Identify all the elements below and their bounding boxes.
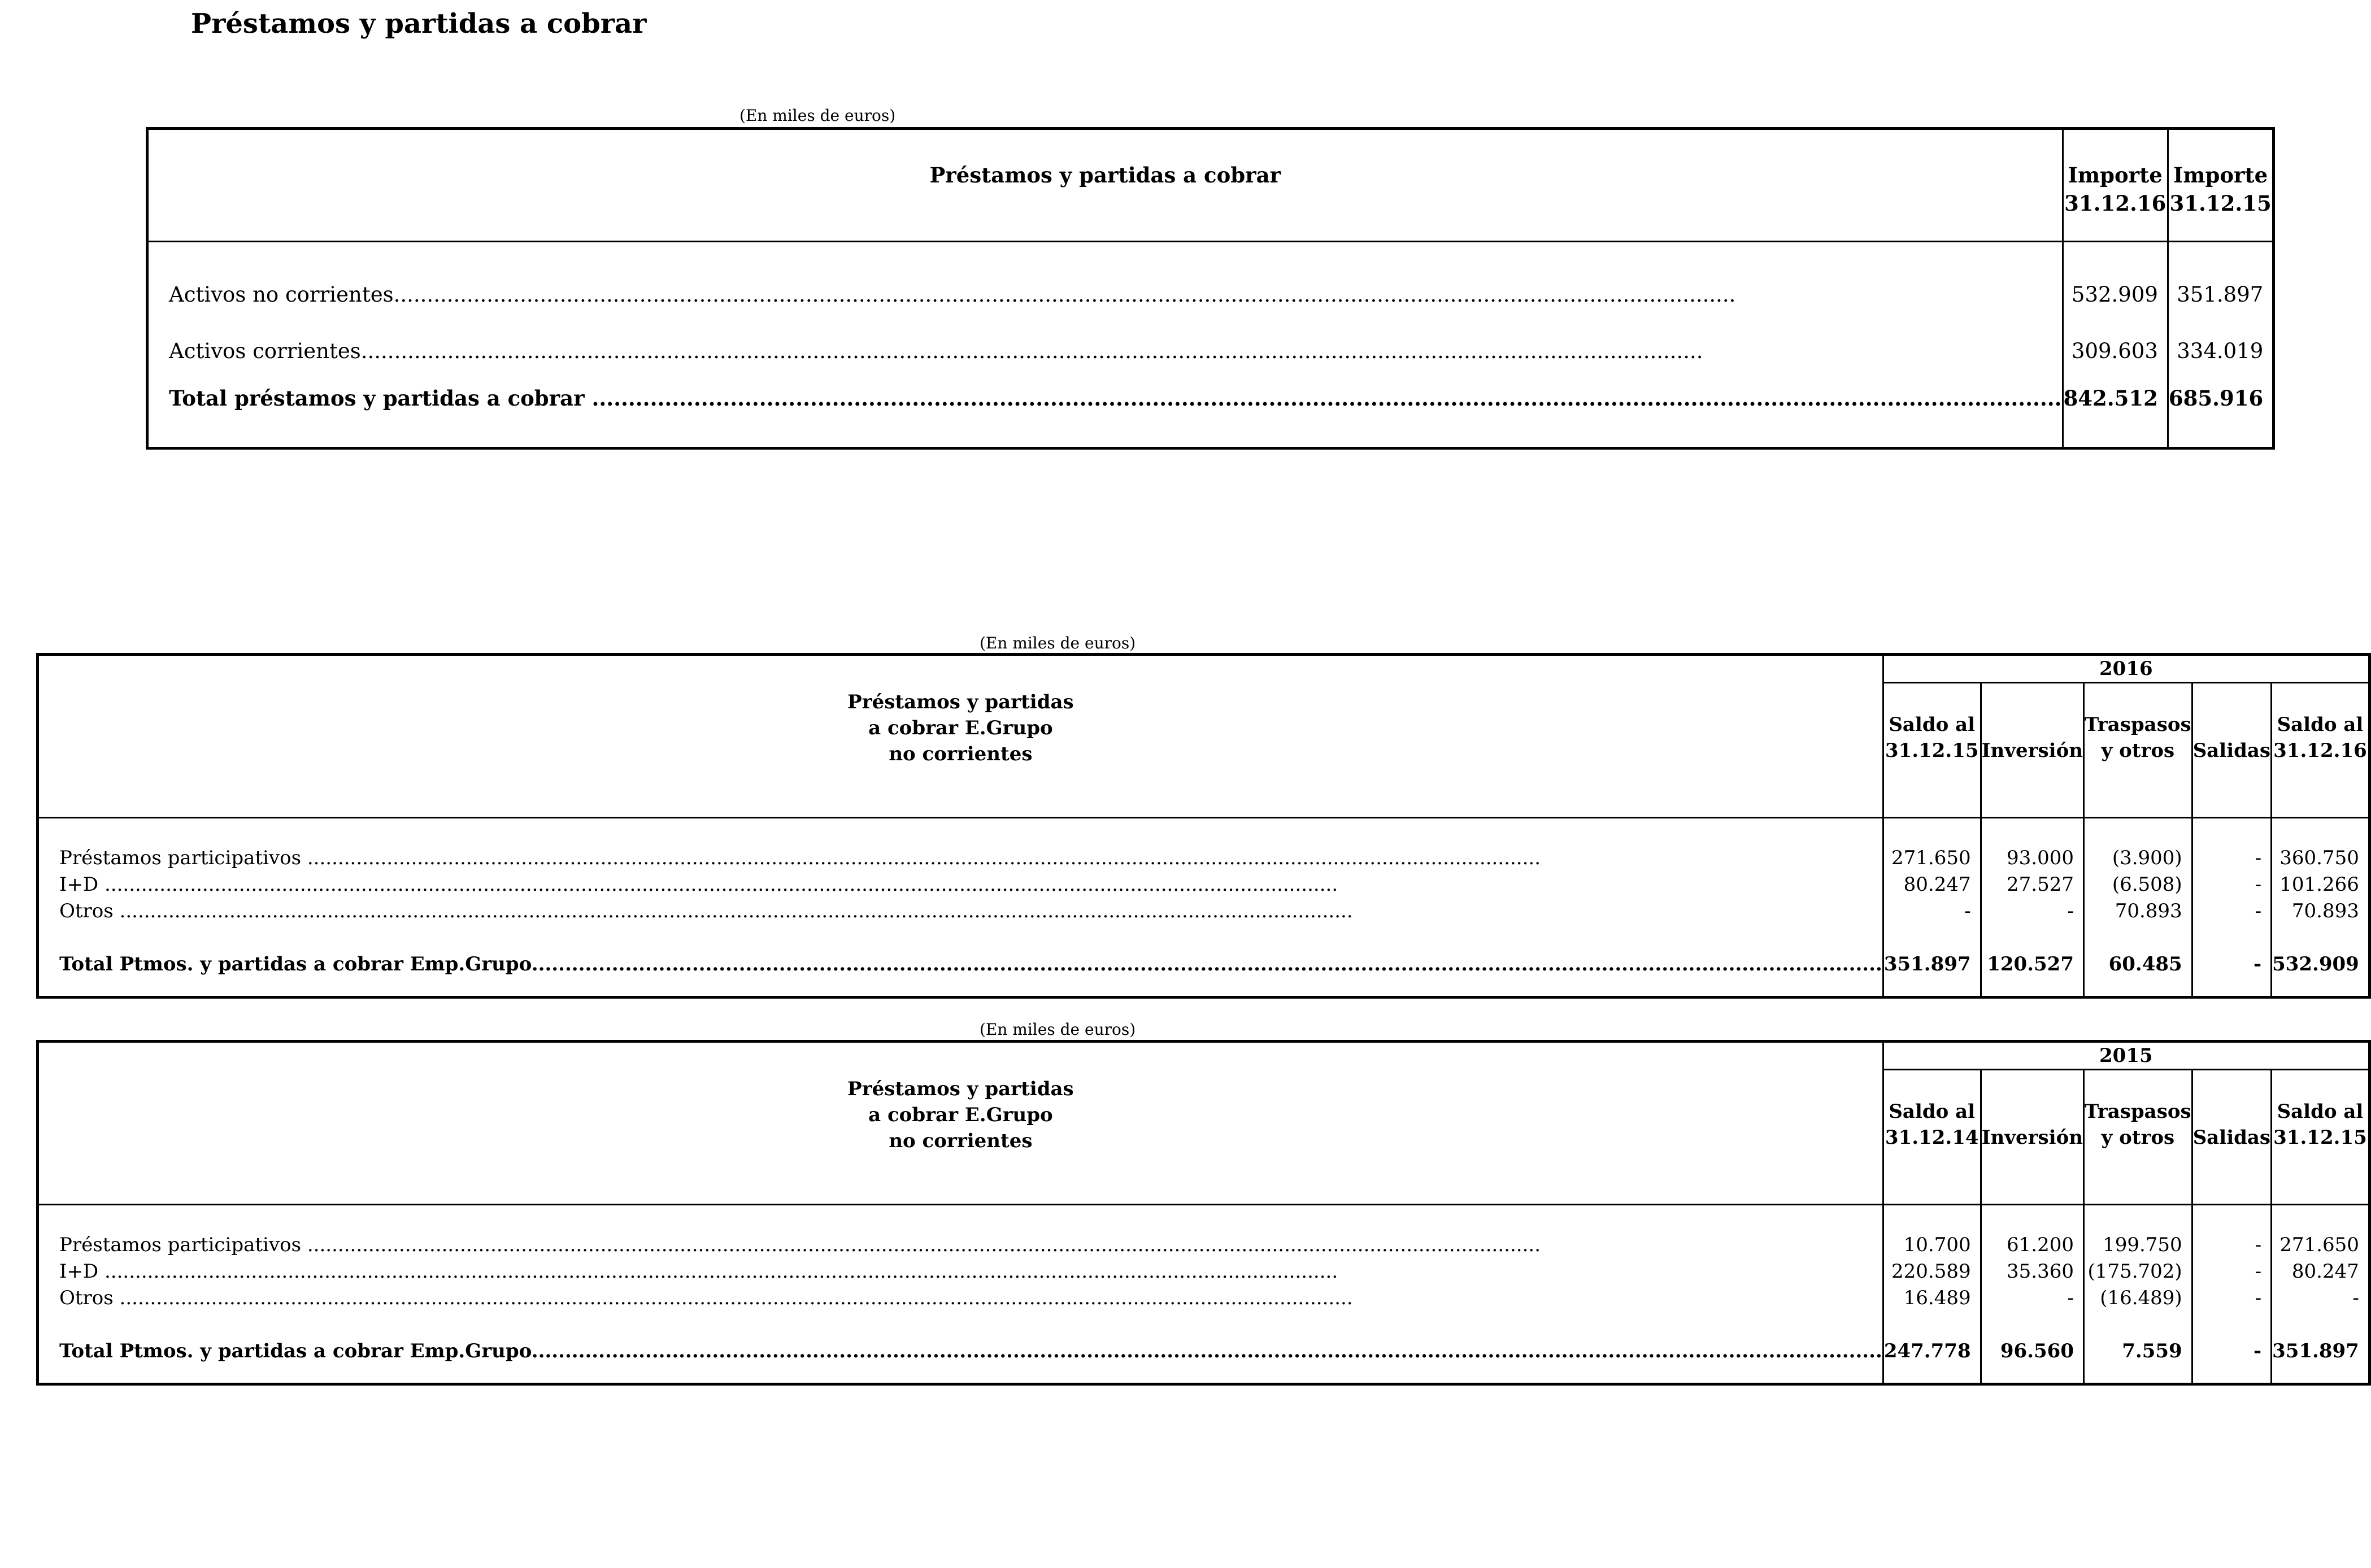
table-row-total: Total préstamos y partidas a cobrar .......................................................................................................................................................................................................... 842.512 685.916 (147, 379, 2274, 448)
table2-col-header: Inversión (1981, 683, 2083, 818)
table3-year-header: 2015 (1883, 1042, 2369, 1070)
loans-movement-2015-table (36, 1040, 2371, 1386)
table1-unit-note: (En miles de euros) (739, 106, 896, 125)
loans-movement-2016-table (36, 653, 2371, 999)
table3-col-header: Saldo al 31.12.15 (2272, 1070, 2370, 1205)
table-row: Préstamos participativos .......................................................................................................................................................................................................... 271.650 93.000 (3.900) - 360.750 (38, 845, 2370, 872)
table1-col-header-2015: Importe 31.12.15 (2168, 129, 2273, 242)
table2-col-header: Traspasos y otros (2084, 683, 2192, 818)
table3-unit-note: (En miles de euros) (980, 1020, 1136, 1039)
table-row: Activos no corrientes.......................................................................................................................................................................................................... 532.909 351.897 (147, 266, 2274, 323)
table-row: Activos corrientes.......................................................................................................................................................................................................... 309.603 334.019 (147, 323, 2274, 379)
table-row: I+D .......................................................................................................................................................................................................... 80.247 27.527 (6.508) - 101.266 (38, 872, 2370, 898)
table1-header-label: Préstamos y partidas a cobrar (147, 129, 2063, 242)
table-row: Préstamos participativos .......................................................................................................................................................................................................... 10.700 61.200 199.750 - 271.650 (38, 1232, 2370, 1258)
loans-summary-table (146, 127, 2275, 450)
table3-col-header: Salidas (2192, 1070, 2271, 1205)
table3-row-header: Préstamos y partidas a cobrar E.Grupo no corrientes (38, 1042, 1883, 1205)
table2-col-header: Saldo al 31.12.16 (2272, 683, 2370, 818)
table2-year-header: 2016 (1883, 655, 2369, 683)
table-row: Otros .......................................................................................................................................................................................................... - - 70.893 - 70.893 (38, 898, 2370, 925)
table-row-total: Total Ptmos. y partidas a cobrar Emp.Grupo.......................................................................................................................................................................................................... 247.778 96.560 7.559 - 351.897 (38, 1338, 2370, 1365)
page-title: Préstamos y partidas a cobrar (191, 8, 647, 40)
table2-col-header: Salidas (2192, 683, 2271, 818)
table3-col-header: Inversión (1981, 1070, 2083, 1205)
table2-col-header: Saldo al 31.12.15 (1883, 683, 1981, 818)
table-row: Otros .......................................................................................................................................................................................................... 16.489 - (16.489) - - (38, 1285, 2370, 1312)
table3-col-header: Saldo al 31.12.14 (1883, 1070, 1981, 1205)
table1-col-header-2016: Importe 31.12.16 (2063, 129, 2168, 242)
table3-col-header: Traspasos y otros (2084, 1070, 2192, 1205)
table2-row-header: Préstamos y partidas a cobrar E.Grupo no corrientes (38, 655, 1883, 818)
table-row-total: Total Ptmos. y partidas a cobrar Emp.Grupo.......................................................................................................................................................................................................... 351.897 120.527 60.485 - 532.909 (38, 951, 2370, 978)
table-row: I+D .......................................................................................................................................................................................................... 220.589 35.360 (175.702) - 80.247 (38, 1258, 2370, 1285)
table2-unit-note: (En miles de euros) (980, 634, 1136, 652)
